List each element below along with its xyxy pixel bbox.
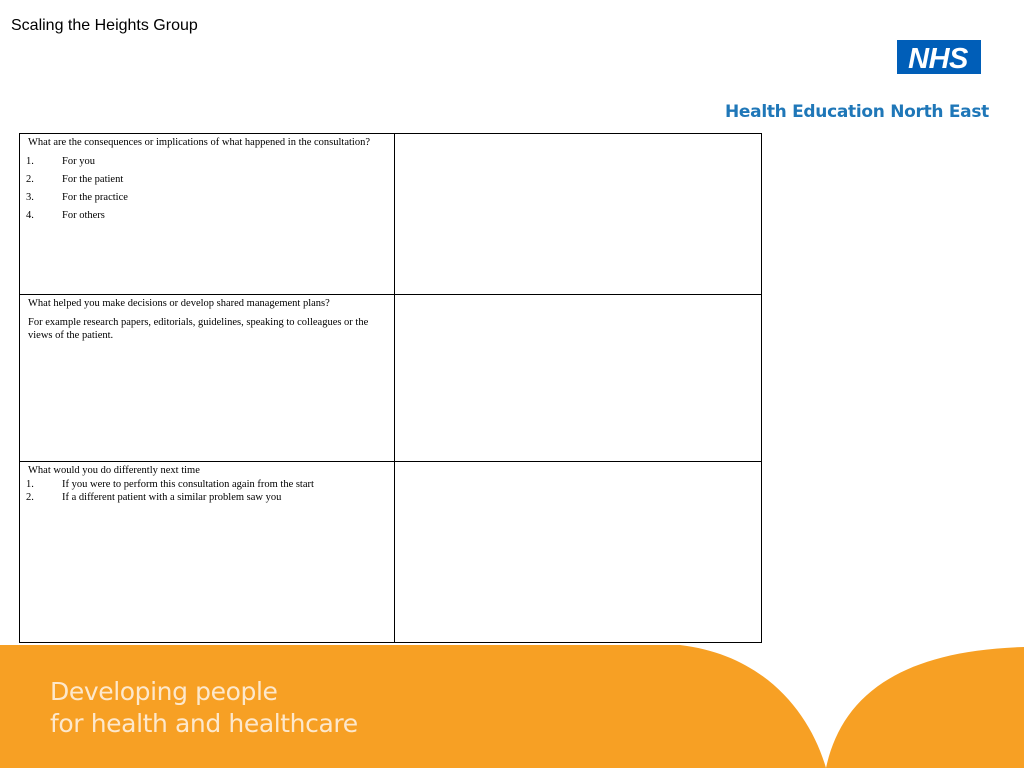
prompt-cell-consequences	[20, 134, 395, 295]
tagline-line-2: for health and healthcare	[50, 709, 358, 738]
list-item-number: 3.	[26, 191, 34, 203]
prompt-text: What would you do differently next time	[28, 465, 200, 476]
nhs-logo-text: NHS	[908, 43, 968, 74]
answer-cell-differently[interactable]	[395, 462, 762, 643]
table-row	[20, 134, 762, 295]
table-row	[20, 462, 762, 643]
differently-list	[28, 478, 386, 505]
list-item-text: If a different patient with a similar problem saw you	[62, 492, 282, 503]
list-item	[28, 191, 386, 205]
list-item-number: 4.	[26, 209, 34, 221]
list-item-number: 2.	[26, 492, 34, 503]
answer-cell-decisions[interactable]	[395, 295, 762, 462]
answer-cell-consequences[interactable]	[395, 134, 762, 295]
reflection-table	[19, 133, 762, 643]
tagline-line-1: Developing people	[50, 677, 278, 706]
list-item	[28, 478, 386, 492]
list-item-text: If you were to perform this consultation again from the start	[62, 478, 314, 490]
list-item	[28, 173, 386, 187]
group-title: Scaling the Heights Group	[11, 17, 198, 34]
nhs-logo	[897, 40, 981, 74]
list-item-number: 1.	[26, 478, 34, 490]
prompt-cell-decisions	[20, 295, 395, 462]
org-name: Health Education North East	[725, 102, 989, 122]
list-item-number: 1.	[26, 155, 34, 167]
list-item-text: For the patient	[62, 173, 124, 185]
prompt-note: For example research papers, editorials, guidelines, speaking to colleagues or the views of the patient.	[28, 316, 369, 341]
prompt-text: What helped you make decisions or develop shared management plans?	[28, 298, 330, 309]
list-item-text: For the practice	[62, 191, 128, 203]
list-item-text: For you	[62, 155, 95, 167]
list-item	[28, 155, 386, 169]
prompt-text: What are the consequences or implications of what happened in the consultation?	[28, 137, 371, 148]
list-item-number: 2.	[26, 173, 34, 185]
list-item	[28, 491, 386, 505]
list-item	[28, 209, 386, 223]
prompt-cell-differently	[20, 462, 395, 643]
list-item-text: For others	[62, 209, 105, 221]
footer-tagline	[50, 676, 358, 740]
consequences-list	[28, 155, 386, 223]
table-row	[20, 295, 762, 462]
